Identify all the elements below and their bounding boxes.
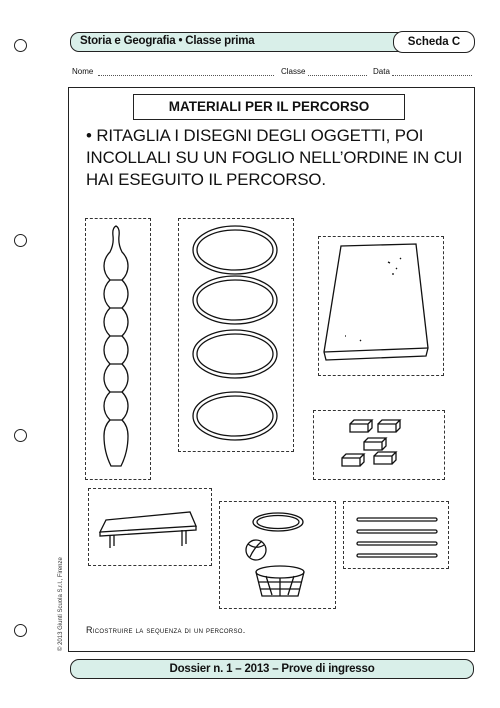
class-label: Classe xyxy=(281,67,306,76)
name-label: Nome xyxy=(72,67,94,76)
ball-hoop-basket-icon xyxy=(246,513,304,596)
footer-bar: Dossier n. 1 – 2013 – Prove di ingresso xyxy=(70,659,474,679)
lines-icon xyxy=(357,518,437,557)
bricks-icon xyxy=(342,420,400,466)
sheet-badge: Scheda C xyxy=(393,31,475,53)
header-subject: Storia e Geografia • Classe prima xyxy=(80,35,255,47)
bowling-pins-icon xyxy=(104,226,128,466)
date-label: Data xyxy=(373,67,390,76)
mat-icon xyxy=(324,244,428,360)
bench-icon xyxy=(100,512,196,548)
instruction-text: • RITAGLIA I DISEGNI DEGLI OGGETTI, POI INCOLLALI SU UN FOGLIO NELL’ORDINE IN CUI HAI ESEGUITO IL PERCORSO. xyxy=(86,126,463,189)
hoops-icon xyxy=(193,226,277,440)
activity-caption: Ricostruire la sequenza di un percorso. xyxy=(86,625,246,635)
copyright-note: © 2013 Giunti Scuola S.r.l., Firenze xyxy=(58,557,64,651)
worksheet-title: MATERIALI PER IL PERCORSO xyxy=(133,94,405,120)
